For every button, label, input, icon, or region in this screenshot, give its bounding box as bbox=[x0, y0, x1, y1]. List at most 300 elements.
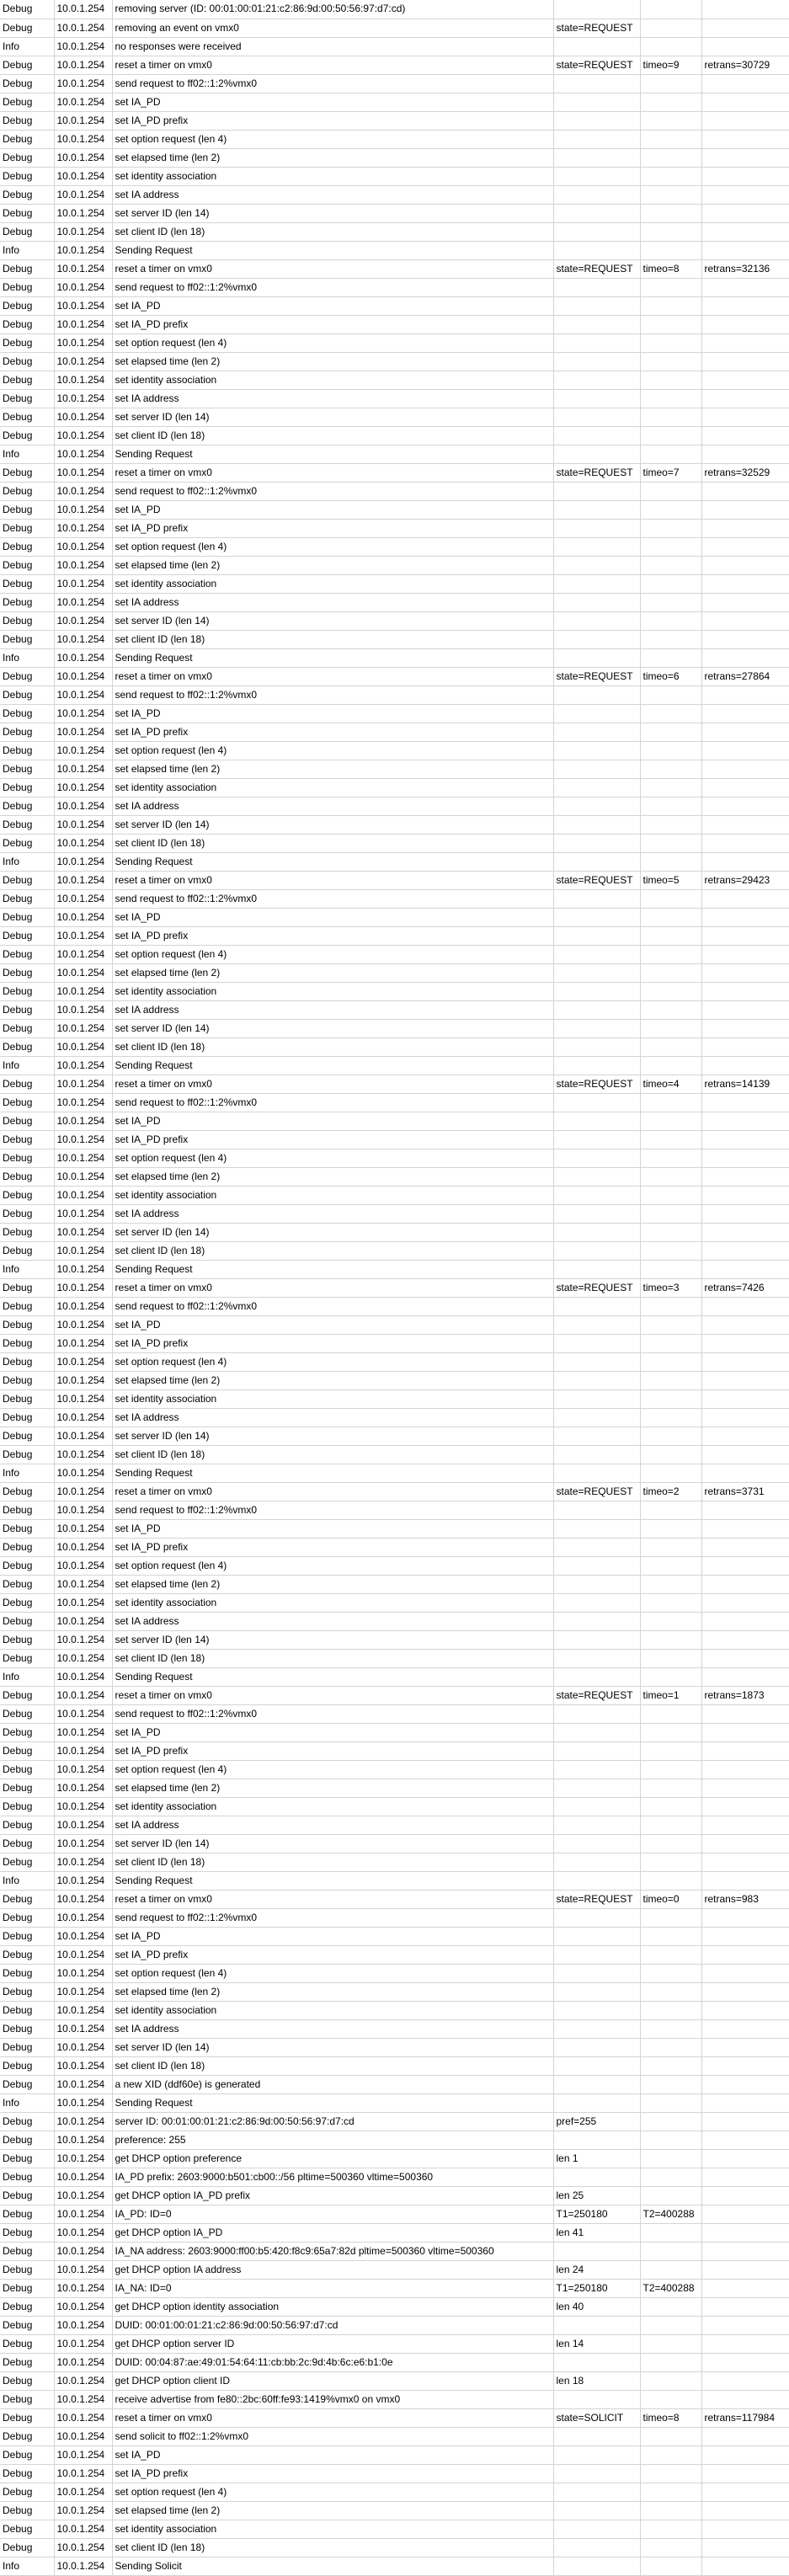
host-cell[interactable]: 10.0.1.254 bbox=[54, 760, 112, 778]
retrans-cell[interactable] bbox=[701, 1371, 789, 1389]
timeo-cell[interactable] bbox=[640, 2260, 701, 2279]
message-cell[interactable]: Sending Request bbox=[112, 2093, 553, 2112]
timeo-cell[interactable] bbox=[640, 1149, 701, 1167]
host-cell[interactable]: 10.0.1.254 bbox=[54, 111, 112, 130]
level-cell[interactable]: Debug bbox=[0, 815, 54, 834]
level-cell[interactable]: Info bbox=[0, 1056, 54, 1075]
host-cell[interactable]: 10.0.1.254 bbox=[54, 2501, 112, 2520]
message-cell[interactable]: send request to ff02::1:2%vmx0 bbox=[112, 889, 553, 908]
state-cell[interactable] bbox=[553, 500, 640, 519]
state-cell[interactable] bbox=[553, 1741, 640, 1760]
retrans-cell[interactable] bbox=[701, 1908, 789, 1927]
timeo-cell[interactable] bbox=[640, 1853, 701, 1871]
message-cell[interactable]: get DHCP option IA_PD bbox=[112, 2223, 553, 2242]
message-cell[interactable]: set IA_PD bbox=[112, 1519, 553, 1538]
host-cell[interactable]: 10.0.1.254 bbox=[54, 1297, 112, 1315]
state-cell[interactable] bbox=[553, 2390, 640, 2408]
message-cell[interactable]: set server ID (len 14) bbox=[112, 1834, 553, 1853]
host-cell[interactable]: 10.0.1.254 bbox=[54, 1593, 112, 1612]
message-cell[interactable]: send request to ff02::1:2%vmx0 bbox=[112, 278, 553, 296]
timeo-cell[interactable] bbox=[640, 1167, 701, 1186]
host-cell[interactable]: 10.0.1.254 bbox=[54, 1223, 112, 1241]
state-cell[interactable]: state=REQUEST bbox=[553, 1686, 640, 1704]
message-cell[interactable]: set IA address bbox=[112, 1816, 553, 1834]
retrans-cell[interactable] bbox=[701, 2520, 789, 2538]
state-cell[interactable] bbox=[553, 945, 640, 963]
state-cell[interactable] bbox=[553, 1779, 640, 1797]
level-cell[interactable]: Debug bbox=[0, 1167, 54, 1186]
state-cell[interactable] bbox=[553, 1297, 640, 1315]
retrans-cell[interactable] bbox=[701, 2038, 789, 2056]
host-cell[interactable]: 10.0.1.254 bbox=[54, 222, 112, 241]
level-cell[interactable]: Debug bbox=[0, 2223, 54, 2242]
state-cell[interactable] bbox=[553, 74, 640, 93]
level-cell[interactable]: Info bbox=[0, 2557, 54, 2575]
host-cell[interactable]: 10.0.1.254 bbox=[54, 1630, 112, 1649]
state-cell[interactable] bbox=[553, 704, 640, 723]
state-cell[interactable] bbox=[553, 556, 640, 574]
host-cell[interactable]: 10.0.1.254 bbox=[54, 93, 112, 111]
host-cell[interactable]: 10.0.1.254 bbox=[54, 74, 112, 93]
host-cell[interactable]: 10.0.1.254 bbox=[54, 2038, 112, 2056]
host-cell[interactable]: 10.0.1.254 bbox=[54, 1686, 112, 1704]
state-cell[interactable] bbox=[553, 296, 640, 315]
timeo-cell[interactable] bbox=[640, 185, 701, 204]
timeo-cell[interactable] bbox=[640, 2297, 701, 2316]
timeo-cell[interactable] bbox=[640, 2464, 701, 2483]
message-cell[interactable]: get DHCP option IA_PD prefix bbox=[112, 2186, 553, 2205]
state-cell[interactable] bbox=[553, 1056, 640, 1075]
state-cell[interactable] bbox=[553, 982, 640, 1000]
timeo-cell[interactable] bbox=[640, 1130, 701, 1149]
host-cell[interactable]: 10.0.1.254 bbox=[54, 1445, 112, 1464]
state-cell[interactable] bbox=[553, 1908, 640, 1927]
retrans-cell[interactable] bbox=[701, 1797, 789, 1816]
level-cell[interactable]: Debug bbox=[0, 2056, 54, 2075]
level-cell[interactable]: Debug bbox=[0, 1890, 54, 1908]
message-cell[interactable]: send request to ff02::1:2%vmx0 bbox=[112, 1908, 553, 1927]
timeo-cell[interactable] bbox=[640, 2316, 701, 2334]
level-cell[interactable]: Debug bbox=[0, 296, 54, 315]
level-cell[interactable]: Debug bbox=[0, 1112, 54, 1130]
retrans-cell[interactable] bbox=[701, 778, 789, 797]
level-cell[interactable]: Debug bbox=[0, 2168, 54, 2186]
message-cell[interactable]: Sending Request bbox=[112, 1464, 553, 1482]
state-cell[interactable] bbox=[553, 1334, 640, 1352]
retrans-cell[interactable] bbox=[701, 760, 789, 778]
state-cell[interactable] bbox=[553, 760, 640, 778]
level-cell[interactable]: Debug bbox=[0, 2520, 54, 2538]
host-cell[interactable]: 10.0.1.254 bbox=[54, 852, 112, 871]
retrans-cell[interactable] bbox=[701, 630, 789, 648]
host-cell[interactable]: 10.0.1.254 bbox=[54, 982, 112, 1000]
state-cell[interactable] bbox=[553, 1649, 640, 1667]
state-cell[interactable] bbox=[553, 111, 640, 130]
state-cell[interactable] bbox=[553, 241, 640, 259]
timeo-cell[interactable] bbox=[640, 2538, 701, 2557]
level-cell[interactable]: Debug bbox=[0, 2353, 54, 2371]
timeo-cell[interactable] bbox=[640, 315, 701, 333]
level-cell[interactable]: Debug bbox=[0, 56, 54, 74]
host-cell[interactable]: 10.0.1.254 bbox=[54, 2408, 112, 2427]
message-cell[interactable]: set IA_PD prefix bbox=[112, 1334, 553, 1352]
level-cell[interactable]: Info bbox=[0, 1464, 54, 1482]
timeo-cell[interactable] bbox=[640, 2131, 701, 2149]
retrans-cell[interactable] bbox=[701, 1853, 789, 1871]
level-cell[interactable]: Debug bbox=[0, 1779, 54, 1797]
level-cell[interactable]: Info bbox=[0, 445, 54, 463]
host-cell[interactable]: 10.0.1.254 bbox=[54, 259, 112, 278]
level-cell[interactable]: Debug bbox=[0, 1482, 54, 1501]
state-cell[interactable] bbox=[553, 611, 640, 630]
state-cell[interactable] bbox=[553, 1000, 640, 1019]
timeo-cell[interactable] bbox=[640, 1704, 701, 1723]
level-cell[interactable]: Debug bbox=[0, 2408, 54, 2427]
retrans-cell[interactable] bbox=[701, 2557, 789, 2575]
state-cell[interactable] bbox=[553, 778, 640, 797]
host-cell[interactable]: 10.0.1.254 bbox=[54, 333, 112, 352]
timeo-cell[interactable] bbox=[640, 371, 701, 389]
message-cell[interactable]: send request to ff02::1:2%vmx0 bbox=[112, 1297, 553, 1315]
state-cell[interactable]: len 40 bbox=[553, 2297, 640, 2316]
host-cell[interactable]: 10.0.1.254 bbox=[54, 574, 112, 593]
retrans-cell[interactable] bbox=[701, 1260, 789, 1278]
state-cell[interactable] bbox=[553, 222, 640, 241]
state-cell[interactable] bbox=[553, 1037, 640, 1056]
level-cell[interactable]: Debug bbox=[0, 704, 54, 723]
message-cell[interactable]: set elapsed time (len 2) bbox=[112, 1167, 553, 1186]
level-cell[interactable]: Info bbox=[0, 1667, 54, 1686]
state-cell[interactable] bbox=[553, 315, 640, 333]
message-cell[interactable]: set IA_PD bbox=[112, 908, 553, 926]
level-cell[interactable]: Debug bbox=[0, 1389, 54, 1408]
timeo-cell[interactable] bbox=[640, 2520, 701, 2538]
message-cell[interactable]: set server ID (len 14) bbox=[112, 2038, 553, 2056]
level-cell[interactable]: Debug bbox=[0, 93, 54, 111]
host-cell[interactable]: 10.0.1.254 bbox=[54, 648, 112, 667]
host-cell[interactable]: 10.0.1.254 bbox=[54, 1149, 112, 1167]
timeo-cell[interactable]: T2=400288 bbox=[640, 2205, 701, 2223]
state-cell[interactable]: T1=250180 bbox=[553, 2205, 640, 2223]
retrans-cell[interactable] bbox=[701, 1964, 789, 1982]
state-cell[interactable] bbox=[553, 37, 640, 56]
state-cell[interactable] bbox=[553, 2075, 640, 2093]
level-cell[interactable]: Debug bbox=[0, 926, 54, 945]
host-cell[interactable]: 10.0.1.254 bbox=[54, 537, 112, 556]
timeo-cell[interactable] bbox=[640, 1204, 701, 1223]
retrans-cell[interactable] bbox=[701, 1538, 789, 1556]
retrans-cell[interactable] bbox=[701, 2075, 789, 2093]
host-cell[interactable]: 10.0.1.254 bbox=[54, 1667, 112, 1686]
host-cell[interactable]: 10.0.1.254 bbox=[54, 1019, 112, 1037]
timeo-cell[interactable] bbox=[640, 1464, 701, 1482]
retrans-cell[interactable] bbox=[701, 593, 789, 611]
timeo-cell[interactable] bbox=[640, 1927, 701, 1945]
message-cell[interactable]: set IA_PD bbox=[112, 1315, 553, 1334]
retrans-cell[interactable] bbox=[701, 2131, 789, 2149]
retrans-cell[interactable]: retrans=27864 bbox=[701, 667, 789, 685]
host-cell[interactable]: 10.0.1.254 bbox=[54, 56, 112, 74]
timeo-cell[interactable] bbox=[640, 1241, 701, 1260]
host-cell[interactable]: 10.0.1.254 bbox=[54, 1890, 112, 1908]
retrans-cell[interactable] bbox=[701, 1223, 789, 1241]
level-cell[interactable]: Debug bbox=[0, 1501, 54, 1519]
state-cell[interactable] bbox=[553, 1797, 640, 1816]
timeo-cell[interactable] bbox=[640, 963, 701, 982]
state-cell[interactable]: state=REQUEST bbox=[553, 1482, 640, 1501]
message-cell[interactable]: set IA_PD prefix bbox=[112, 315, 553, 333]
state-cell[interactable] bbox=[553, 2557, 640, 2575]
state-cell[interactable] bbox=[553, 204, 640, 222]
host-cell[interactable]: 10.0.1.254 bbox=[54, 593, 112, 611]
state-cell[interactable] bbox=[553, 371, 640, 389]
level-cell[interactable]: Debug bbox=[0, 2131, 54, 2149]
timeo-cell[interactable] bbox=[640, 1871, 701, 1890]
state-cell[interactable]: state=REQUEST bbox=[553, 667, 640, 685]
timeo-cell[interactable] bbox=[640, 352, 701, 371]
host-cell[interactable]: 10.0.1.254 bbox=[54, 389, 112, 408]
message-cell[interactable]: set option request (len 4) bbox=[112, 537, 553, 556]
message-cell[interactable]: set server ID (len 14) bbox=[112, 815, 553, 834]
retrans-cell[interactable] bbox=[701, 2371, 789, 2390]
retrans-cell[interactable] bbox=[701, 834, 789, 852]
host-cell[interactable]: 10.0.1.254 bbox=[54, 963, 112, 982]
host-cell[interactable]: 10.0.1.254 bbox=[54, 2445, 112, 2464]
state-cell[interactable]: len 25 bbox=[553, 2186, 640, 2205]
message-cell[interactable]: set IA_PD prefix bbox=[112, 1741, 553, 1760]
message-cell[interactable]: set elapsed time (len 2) bbox=[112, 352, 553, 371]
level-cell[interactable]: Debug bbox=[0, 667, 54, 685]
timeo-cell[interactable] bbox=[640, 37, 701, 56]
timeo-cell[interactable] bbox=[640, 2001, 701, 2019]
state-cell[interactable] bbox=[553, 2168, 640, 2186]
state-cell[interactable]: pref=255 bbox=[553, 2112, 640, 2131]
message-cell[interactable]: set server ID (len 14) bbox=[112, 611, 553, 630]
timeo-cell[interactable] bbox=[640, 2242, 701, 2260]
host-cell[interactable]: 10.0.1.254 bbox=[54, 834, 112, 852]
state-cell[interactable] bbox=[553, 1149, 640, 1167]
state-cell[interactable]: state=REQUEST bbox=[553, 19, 640, 37]
timeo-cell[interactable] bbox=[640, 2056, 701, 2075]
level-cell[interactable]: Debug bbox=[0, 741, 54, 760]
retrans-cell[interactable] bbox=[701, 426, 789, 445]
host-cell[interactable]: 10.0.1.254 bbox=[54, 1501, 112, 1519]
host-cell[interactable]: 10.0.1.254 bbox=[54, 463, 112, 482]
state-cell[interactable]: len 14 bbox=[553, 2334, 640, 2353]
host-cell[interactable]: 10.0.1.254 bbox=[54, 1982, 112, 2001]
retrans-cell[interactable] bbox=[701, 1575, 789, 1593]
state-cell[interactable]: state=SOLICIT bbox=[553, 2408, 640, 2427]
message-cell[interactable]: set client ID (len 18) bbox=[112, 426, 553, 445]
state-cell[interactable] bbox=[553, 1315, 640, 1334]
level-cell[interactable]: Debug bbox=[0, 2464, 54, 2483]
retrans-cell[interactable] bbox=[701, 1816, 789, 1834]
level-cell[interactable]: Debug bbox=[0, 222, 54, 241]
host-cell[interactable]: 10.0.1.254 bbox=[54, 426, 112, 445]
host-cell[interactable]: 10.0.1.254 bbox=[54, 1260, 112, 1278]
state-cell[interactable] bbox=[553, 1445, 640, 1464]
message-cell[interactable]: set IA_PD bbox=[112, 500, 553, 519]
message-cell[interactable]: set option request (len 4) bbox=[112, 1556, 553, 1575]
level-cell[interactable]: Debug bbox=[0, 1927, 54, 1945]
host-cell[interactable]: 10.0.1.254 bbox=[54, 556, 112, 574]
host-cell[interactable]: 10.0.1.254 bbox=[54, 1760, 112, 1779]
timeo-cell[interactable] bbox=[640, 1427, 701, 1445]
message-cell[interactable]: set server ID (len 14) bbox=[112, 408, 553, 426]
host-cell[interactable]: 10.0.1.254 bbox=[54, 723, 112, 741]
host-cell[interactable]: 10.0.1.254 bbox=[54, 889, 112, 908]
message-cell[interactable]: preference: 255 bbox=[112, 2131, 553, 2149]
host-cell[interactable]: 10.0.1.254 bbox=[54, 1112, 112, 1130]
message-cell[interactable]: reset a timer on vmx0 bbox=[112, 259, 553, 278]
host-cell[interactable]: 10.0.1.254 bbox=[54, 2186, 112, 2205]
host-cell[interactable]: 10.0.1.254 bbox=[54, 1704, 112, 1723]
level-cell[interactable]: Debug bbox=[0, 945, 54, 963]
state-cell[interactable] bbox=[553, 1704, 640, 1723]
state-cell[interactable]: T1=250180 bbox=[553, 2279, 640, 2297]
level-cell[interactable]: Debug bbox=[0, 2149, 54, 2168]
state-cell[interactable] bbox=[553, 2038, 640, 2056]
state-cell[interactable] bbox=[553, 1519, 640, 1538]
retrans-cell[interactable]: retrans=30729 bbox=[701, 56, 789, 74]
level-cell[interactable]: Debug bbox=[0, 1371, 54, 1389]
host-cell[interactable]: 10.0.1.254 bbox=[54, 482, 112, 500]
level-cell[interactable]: Debug bbox=[0, 1519, 54, 1538]
retrans-cell[interactable] bbox=[701, 1019, 789, 1037]
message-cell[interactable]: set client ID (len 18) bbox=[112, 630, 553, 648]
level-cell[interactable]: Debug bbox=[0, 426, 54, 445]
retrans-cell[interactable] bbox=[701, 1593, 789, 1612]
host-cell[interactable]: 10.0.1.254 bbox=[54, 130, 112, 148]
timeo-cell[interactable] bbox=[640, 111, 701, 130]
retrans-cell[interactable] bbox=[701, 2427, 789, 2445]
state-cell[interactable] bbox=[553, 278, 640, 296]
state-cell[interactable] bbox=[553, 2316, 640, 2334]
timeo-cell[interactable] bbox=[640, 1612, 701, 1630]
timeo-cell[interactable] bbox=[640, 2427, 701, 2445]
host-cell[interactable]: 10.0.1.254 bbox=[54, 241, 112, 259]
retrans-cell[interactable] bbox=[701, 185, 789, 204]
message-cell[interactable]: reset a timer on vmx0 bbox=[112, 2408, 553, 2427]
message-cell[interactable]: set IA_PD prefix bbox=[112, 723, 553, 741]
message-cell[interactable]: IA_PD: ID=0 bbox=[112, 2205, 553, 2223]
state-cell[interactable] bbox=[553, 1019, 640, 1037]
level-cell[interactable]: Debug bbox=[0, 1186, 54, 1204]
level-cell[interactable]: Debug bbox=[0, 278, 54, 296]
retrans-cell[interactable] bbox=[701, 1741, 789, 1760]
state-cell[interactable] bbox=[553, 1371, 640, 1389]
host-cell[interactable]: 10.0.1.254 bbox=[54, 1853, 112, 1871]
message-cell[interactable]: set client ID (len 18) bbox=[112, 1445, 553, 1464]
state-cell[interactable] bbox=[553, 1760, 640, 1779]
retrans-cell[interactable] bbox=[701, 167, 789, 185]
timeo-cell[interactable] bbox=[640, 148, 701, 167]
host-cell[interactable]: 10.0.1.254 bbox=[54, 2390, 112, 2408]
host-cell[interactable]: 10.0.1.254 bbox=[54, 2557, 112, 2575]
timeo-cell[interactable] bbox=[640, 519, 701, 537]
retrans-cell[interactable] bbox=[701, 1501, 789, 1519]
message-cell[interactable]: set IA address bbox=[112, 1000, 553, 1019]
retrans-cell[interactable] bbox=[701, 1297, 789, 1315]
level-cell[interactable]: Debug bbox=[0, 1760, 54, 1779]
retrans-cell[interactable] bbox=[701, 908, 789, 926]
retrans-cell[interactable] bbox=[701, 1871, 789, 1890]
host-cell[interactable]: 10.0.1.254 bbox=[54, 408, 112, 426]
retrans-cell[interactable]: retrans=7426 bbox=[701, 1278, 789, 1297]
retrans-cell[interactable] bbox=[701, 130, 789, 148]
retrans-cell[interactable] bbox=[701, 2334, 789, 2353]
retrans-cell[interactable]: retrans=1873 bbox=[701, 1686, 789, 1704]
retrans-cell[interactable] bbox=[701, 0, 789, 19]
state-cell[interactable] bbox=[553, 167, 640, 185]
level-cell[interactable]: Debug bbox=[0, 130, 54, 148]
message-cell[interactable]: receive advertise from fe80::2bc:60ff:fe93:1419%vmx0 on vmx0 bbox=[112, 2390, 553, 2408]
host-cell[interactable]: 10.0.1.254 bbox=[54, 185, 112, 204]
level-cell[interactable]: Debug bbox=[0, 1075, 54, 1093]
state-cell[interactable] bbox=[553, 2483, 640, 2501]
level-cell[interactable]: Debug bbox=[0, 630, 54, 648]
state-cell[interactable]: state=REQUEST bbox=[553, 1890, 640, 1908]
host-cell[interactable]: 10.0.1.254 bbox=[54, 0, 112, 19]
timeo-cell[interactable] bbox=[640, 741, 701, 760]
retrans-cell[interactable] bbox=[701, 2149, 789, 2168]
message-cell[interactable]: set elapsed time (len 2) bbox=[112, 2501, 553, 2520]
timeo-cell[interactable] bbox=[640, 945, 701, 963]
message-cell[interactable]: set option request (len 4) bbox=[112, 1964, 553, 1982]
timeo-cell[interactable] bbox=[640, 1389, 701, 1408]
timeo-cell[interactable] bbox=[640, 2390, 701, 2408]
timeo-cell[interactable]: timeo=0 bbox=[640, 1890, 701, 1908]
level-cell[interactable]: Debug bbox=[0, 1704, 54, 1723]
level-cell[interactable]: Debug bbox=[0, 2501, 54, 2520]
retrans-cell[interactable] bbox=[701, 74, 789, 93]
state-cell[interactable] bbox=[553, 1501, 640, 1519]
message-cell[interactable]: set IA address bbox=[112, 593, 553, 611]
timeo-cell[interactable] bbox=[640, 1630, 701, 1649]
host-cell[interactable]: 10.0.1.254 bbox=[54, 148, 112, 167]
timeo-cell[interactable] bbox=[640, 2075, 701, 2093]
retrans-cell[interactable] bbox=[701, 278, 789, 296]
level-cell[interactable]: Debug bbox=[0, 1575, 54, 1593]
retrans-cell[interactable] bbox=[701, 1464, 789, 1482]
level-cell[interactable]: Debug bbox=[0, 2371, 54, 2390]
host-cell[interactable]: 10.0.1.254 bbox=[54, 1352, 112, 1371]
state-cell[interactable] bbox=[553, 1982, 640, 2001]
message-cell[interactable]: set elapsed time (len 2) bbox=[112, 1982, 553, 2001]
retrans-cell[interactable] bbox=[701, 333, 789, 352]
retrans-cell[interactable] bbox=[701, 723, 789, 741]
level-cell[interactable]: Debug bbox=[0, 1612, 54, 1630]
retrans-cell[interactable] bbox=[701, 852, 789, 871]
state-cell[interactable] bbox=[553, 630, 640, 648]
host-cell[interactable]: 10.0.1.254 bbox=[54, 1927, 112, 1945]
timeo-cell[interactable] bbox=[640, 1093, 701, 1112]
timeo-cell[interactable] bbox=[640, 1834, 701, 1853]
state-cell[interactable] bbox=[553, 1186, 640, 1204]
retrans-cell[interactable] bbox=[701, 1389, 789, 1408]
level-cell[interactable]: Debug bbox=[0, 908, 54, 926]
timeo-cell[interactable] bbox=[640, 1445, 701, 1464]
message-cell[interactable]: set server ID (len 14) bbox=[112, 204, 553, 222]
host-cell[interactable]: 10.0.1.254 bbox=[54, 1315, 112, 1334]
state-cell[interactable] bbox=[553, 797, 640, 815]
retrans-cell[interactable] bbox=[701, 1130, 789, 1149]
host-cell[interactable]: 10.0.1.254 bbox=[54, 611, 112, 630]
retrans-cell[interactable] bbox=[701, 2205, 789, 2223]
state-cell[interactable] bbox=[553, 1408, 640, 1427]
retrans-cell[interactable] bbox=[701, 2297, 789, 2316]
retrans-cell[interactable]: retrans=117984 bbox=[701, 2408, 789, 2427]
